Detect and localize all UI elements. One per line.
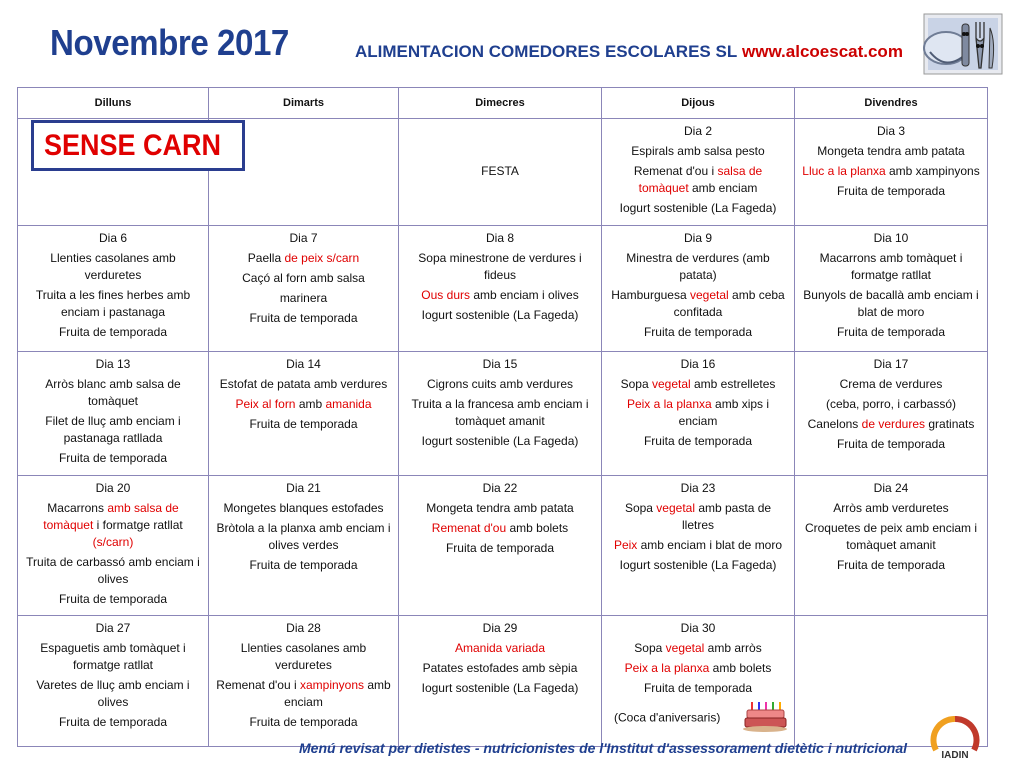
day-cell-15 [399, 352, 602, 476]
dish-text: Macarrons [47, 501, 108, 515]
day-number: Dia 2 [683, 124, 712, 138]
dish: Crema de verdures [839, 377, 943, 391]
day-cell-10 [795, 226, 988, 352]
dish [405, 520, 595, 537]
day-number: Dia 13 [95, 357, 131, 371]
day-cell-2 [602, 119, 795, 226]
dish: Truita a la francesa amb enciam i tomàquet amanit [411, 397, 589, 428]
dish [801, 416, 981, 433]
dish-highlight: amb salsa de tomàquet [43, 501, 179, 532]
dish-highlight: Lluc a la planxa [802, 164, 886, 178]
dish: Fruita de temporada [643, 325, 753, 339]
header-monday: Dilluns [18, 88, 209, 119]
day-cell-13 [18, 352, 209, 476]
dish: Fruita de temporada [836, 184, 946, 198]
dish-text: amb bolets [506, 521, 569, 535]
dish [608, 700, 788, 737]
dish-text: amb arròs [704, 641, 762, 655]
day-cell-24 [795, 476, 988, 616]
company-name: ALIMENTACION COMEDORES ESCOLARES SL [355, 42, 738, 61]
dish: Llenties casolanes amb verduretes [50, 251, 176, 282]
dish-highlight: de peix s/carn [284, 251, 360, 265]
header-tuesday: Dimarts [209, 88, 399, 119]
dish: (ceba, porro, i carbassó) [825, 397, 957, 411]
website-link[interactable]: www.alcoescat.com [742, 42, 903, 61]
dish: Varetes de lluç amb enciam i olives [36, 678, 190, 709]
day-cell-9 [602, 226, 795, 352]
dish-text: Hamburguesa [611, 288, 690, 302]
dish: Mongeta tendra amb patata [817, 144, 965, 158]
dish [608, 660, 788, 677]
dish: Arròs amb verduretes [833, 501, 949, 515]
dish-highlight: vegetal [665, 641, 705, 655]
dish: Fruita de temporada [58, 592, 168, 606]
day-cell-14 [209, 352, 399, 476]
dish: Iogurt sostenible (La Fageda) [421, 434, 579, 448]
day-number: Dia 27 [95, 621, 131, 635]
dish: Sopa minestrone de verdures i fideus [418, 251, 582, 282]
dish: Fruita de temporada [249, 558, 358, 572]
dish-text: amb xips i enciam [678, 397, 770, 428]
dish: Minestra de verdures (amb patata) [626, 251, 770, 282]
birthday-cake-icon [742, 700, 788, 737]
dish: Croquetes de peix amb enciam i tomàquet amanit [804, 521, 978, 552]
dish-highlight: Peix a la planxa [624, 661, 710, 675]
dish: Patates estofades amb sèpia [422, 661, 578, 675]
dish-highlight: Peix a la planxa [626, 397, 712, 411]
dish-text: (Coca d'aniversaris) [614, 710, 721, 725]
dish [608, 500, 788, 534]
day-cell-21 [209, 476, 399, 616]
dish-highlight: Remenat d'ou [431, 521, 507, 535]
dish: Fruita de temporada [58, 715, 168, 729]
dish: Bunyols de bacallà amb enciam i blat de moro [803, 288, 979, 319]
dish: Fruita de temporada [58, 451, 168, 465]
dish [24, 500, 202, 551]
dish: Fruita de temporada [249, 311, 358, 325]
header-wednesday: Dimecres [399, 88, 602, 119]
dish-text: Sopa [634, 641, 666, 655]
day-number: Dia 15 [482, 357, 518, 371]
dish [801, 163, 981, 180]
dish-highlight: Amanida variada [454, 641, 546, 655]
dish [215, 396, 392, 413]
dish-text: Remenat d'ou i [633, 164, 718, 178]
day-cell-7 [209, 226, 399, 352]
dish-text: Remenat d'ou i [216, 678, 300, 692]
day-cell-8 [399, 226, 602, 352]
day-number: Dia 28 [286, 621, 321, 635]
dish-highlight: vegetal [651, 377, 691, 391]
dish-highlight: Peix [613, 538, 638, 552]
dish: Iogurt sostenible (La Fageda) [421, 308, 579, 322]
dish: marinera [279, 291, 328, 305]
dish: Fruita de temporada [643, 681, 753, 695]
footer-note: Menú revisat per dietistes - nutricionistes de l'Institut d'assessorament dietètic i nutricional [299, 740, 908, 756]
day-cell-28 [209, 616, 399, 747]
dish [405, 287, 595, 304]
dish [215, 677, 392, 711]
dish-text: amb bolets [709, 661, 772, 675]
day-number: Dia 3 [876, 124, 905, 138]
day-cell-6 [18, 226, 209, 352]
dish: Filet de lluç amb enciam i pastanaga ratllada [45, 414, 181, 445]
header-thursday: Dijous [602, 88, 795, 119]
day-number: Dia 16 [680, 357, 716, 371]
day-cell-20 [18, 476, 209, 616]
week-row-4 [18, 476, 988, 616]
dish-text: amb enciam i olives [469, 288, 579, 302]
dish: Caçó al forn amb salsa [242, 271, 365, 285]
dish-text: Sopa [624, 501, 657, 515]
dish-text: amb enciam [688, 181, 758, 195]
dish-highlight: vegetal [656, 501, 695, 515]
day-number: Dia 29 [482, 621, 518, 635]
dish-highlight: Ous durs [421, 288, 470, 302]
dish: Llenties casolanes amb verduretes [240, 641, 367, 672]
dish-text: amb ceba confitada [673, 288, 785, 319]
dish: Fruita de temporada [836, 325, 946, 339]
dish [608, 287, 788, 321]
dish-text: gratinats [925, 417, 975, 431]
dish: Estofat de patata amb verdures [219, 377, 388, 391]
dish: Iogurt sostenible (La Fageda) [619, 558, 777, 572]
day-number: Dia 8 [485, 231, 514, 245]
day-number: Dia 30 [680, 621, 716, 635]
day-number: Dia 7 [289, 231, 318, 245]
dish-text: amb enciam i blat de moro [637, 538, 783, 552]
dish: Espirals amb salsa pesto [631, 144, 765, 158]
dish: Fruita de temporada [445, 541, 555, 555]
dish [215, 250, 392, 267]
week-row-5 [18, 616, 988, 747]
weekday-header-row [18, 88, 988, 119]
page-title: Novembre 2017 [50, 22, 289, 63]
dish-text: amb pasta de lletres [681, 501, 772, 532]
dish: Fruita de temporada [249, 715, 358, 729]
dish-text: amb enciam [284, 678, 391, 709]
dish: Fruita de temporada [836, 558, 946, 572]
day-number: Dia 23 [680, 481, 716, 495]
day-number: Dia 10 [873, 231, 909, 245]
day-cell-16 [602, 352, 795, 476]
holiday-label: FESTA [481, 164, 519, 178]
dish [608, 376, 788, 393]
day-cell-30 [602, 616, 795, 747]
dish: Fruita de temporada [58, 325, 168, 339]
dish: Cigrons cuits amb verdures [426, 377, 574, 391]
week-row-3 [18, 352, 988, 476]
dish: Fruita de temporada [249, 417, 358, 431]
dish: Bròtola a la planxa amb enciam i olives verdes [216, 521, 391, 552]
dish-text: Sopa [620, 377, 652, 391]
dish [608, 640, 788, 657]
dish [608, 537, 788, 554]
day-number: Dia 20 [95, 481, 131, 495]
dish: Iogurt sostenible (La Fageda) [619, 201, 777, 215]
dish: Mongetes blanques estofades [223, 501, 384, 515]
day-cell-27 [18, 616, 209, 747]
day-number: Dia 17 [873, 357, 909, 371]
dish-highlight: Peix al forn [235, 397, 296, 411]
iadin-logo-text: IADIN [941, 750, 969, 761]
day-number: Dia 14 [286, 357, 321, 371]
dish: Mongeta tendra amb patata [426, 501, 574, 515]
dish-text: amb xampinyons [885, 164, 980, 178]
dish-highlight: amanida [325, 397, 372, 411]
sense-carn-banner [31, 120, 245, 171]
day-cell-holiday [399, 119, 602, 226]
dish [608, 163, 788, 197]
dish: Fruita de temporada [643, 434, 753, 448]
day-cell-17 [795, 352, 988, 476]
dish-highlight: salsa de tomàquet [638, 164, 763, 195]
dish: Espaguetis amb tomàquet i formatge ratllat [40, 641, 186, 672]
day-number: Dia 21 [286, 481, 321, 495]
banner-text: SENSE CARN [44, 129, 222, 162]
day-cell-22 [399, 476, 602, 616]
week-row-2 [18, 226, 988, 352]
day-number: Dia 24 [873, 481, 909, 495]
dish-highlight: (s/carn) [92, 535, 134, 549]
dish: Arròs blanc amb salsa de tomàquet [45, 377, 181, 408]
day-number: Dia 6 [98, 231, 127, 245]
iadin-logo-icon [930, 716, 980, 764]
dish-highlight: de verdures [861, 417, 926, 431]
dish [608, 396, 788, 430]
dish: Truita a les fines herbes amb enciam i pastanaga [35, 288, 191, 319]
dish-text: i formatge ratllat [93, 518, 183, 532]
day-number: Dia 9 [683, 231, 712, 245]
dish-text: Canelons [807, 417, 862, 431]
dish-highlight: vegetal [689, 288, 729, 302]
day-cell-3 [795, 119, 988, 226]
day-cell-29 [399, 616, 602, 747]
day-cell-23 [602, 476, 795, 616]
dish: Iogurt sostenible (La Fageda) [421, 681, 579, 695]
header-friday: Divendres [795, 88, 988, 119]
menu-calendar-table [17, 87, 988, 747]
dish-text: amb estrelletes [690, 377, 776, 391]
cutlery-logo-icon [918, 12, 1004, 78]
day-number: Dia 22 [482, 481, 518, 495]
dish-text: amb [295, 397, 326, 411]
dish-highlight: xampinyons [299, 678, 364, 692]
dish: Truita de carbassó amb enciam i olives [26, 555, 200, 586]
dish: Macarrons amb tomàquet i formatge ratllat [819, 251, 963, 282]
dish-text: Paella [247, 251, 285, 265]
dish: Fruita de temporada [836, 437, 946, 451]
